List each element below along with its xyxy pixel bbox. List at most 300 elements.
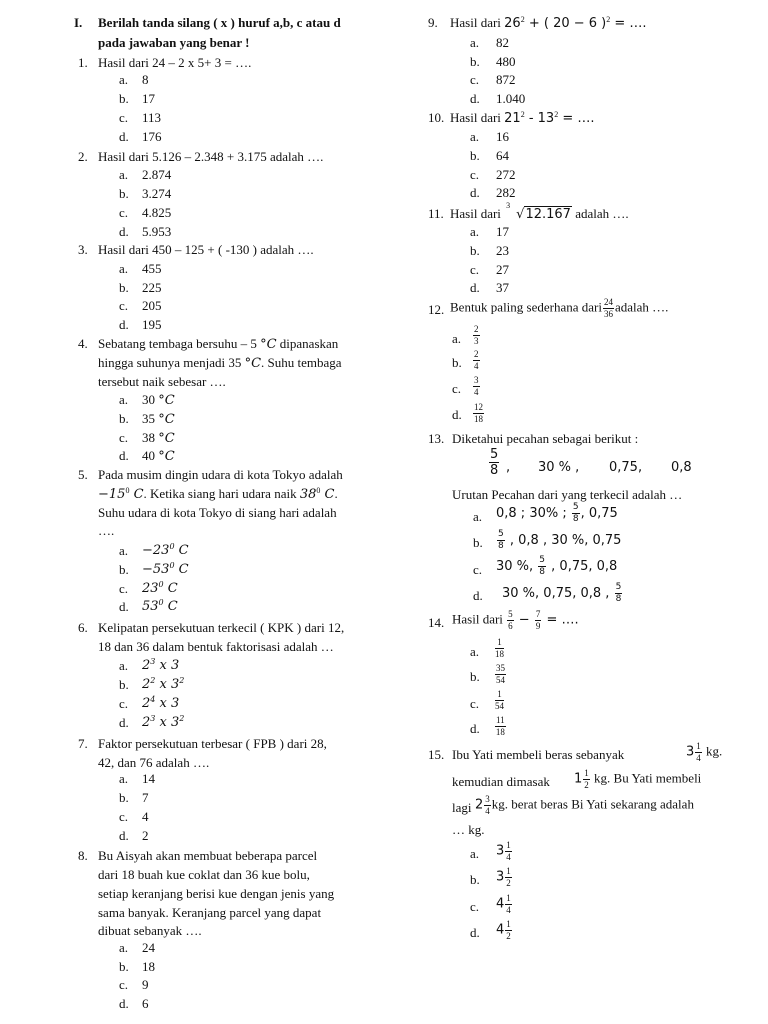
text-segment: , 0,75, 0,8 bbox=[547, 559, 618, 574]
question-text-line2: kemudian dimasak bbox=[452, 774, 550, 789]
question-text-line1: Bu Aisyah akan membuat beberapa parcel bbox=[98, 848, 318, 863]
number: −23 bbox=[142, 543, 170, 558]
option-value: 7 bbox=[142, 790, 149, 805]
operator: x bbox=[155, 658, 171, 673]
option-value bbox=[496, 503, 618, 524]
option-label: a. bbox=[470, 35, 480, 50]
option-label: a. bbox=[470, 129, 480, 144]
unit: °C bbox=[260, 337, 277, 352]
fraction bbox=[473, 325, 480, 346]
degree-symbol: 0 bbox=[169, 561, 175, 570]
option-label: a. bbox=[119, 543, 129, 558]
option-value: 176 bbox=[142, 129, 162, 144]
unit: C bbox=[174, 562, 189, 577]
option-value: 14 bbox=[142, 771, 155, 786]
question-text bbox=[450, 16, 647, 30]
numerator: 5 bbox=[539, 555, 546, 565]
option-value bbox=[496, 867, 513, 888]
option-label: a. bbox=[119, 72, 129, 87]
base: 21 bbox=[504, 111, 521, 126]
option-label: a. bbox=[119, 658, 129, 673]
exponent: 2 bbox=[179, 676, 185, 685]
option-value: 872 bbox=[496, 72, 516, 87]
fraction bbox=[495, 638, 504, 659]
question-text: Hasil dari 450 – 125 + ( -130 ) adalah …. bbox=[98, 242, 314, 257]
option-label: d. bbox=[119, 599, 129, 614]
list-value: 0,8 bbox=[671, 460, 692, 475]
list-separator: , bbox=[506, 460, 511, 475]
exponent: 2 bbox=[520, 110, 525, 119]
fraction bbox=[495, 690, 504, 711]
question-text-line1 bbox=[98, 337, 338, 351]
option-label: c. bbox=[470, 167, 480, 182]
degree-symbol: 0 bbox=[169, 542, 175, 551]
text-segment: Bentuk paling sederhana dari bbox=[450, 299, 602, 315]
numerator: 1 bbox=[506, 919, 511, 929]
option-value bbox=[472, 325, 481, 346]
question-text-line1: Kelipatan persekutuan terkecil ( KPK ) dari 12, bbox=[98, 620, 345, 635]
degree-symbol: 0 bbox=[158, 598, 164, 607]
unit: C bbox=[163, 581, 178, 596]
exponent: 4 bbox=[150, 695, 156, 704]
base: 2 bbox=[142, 677, 151, 692]
option-label: c. bbox=[119, 205, 129, 220]
option-value bbox=[142, 582, 178, 595]
option-label: c. bbox=[470, 72, 480, 87]
denominator: 8 bbox=[615, 594, 622, 604]
option-value: 24 bbox=[142, 940, 155, 955]
option-label: d. bbox=[119, 996, 129, 1011]
question-text-line2 bbox=[98, 487, 338, 501]
text-segment: 0,8 ; 30% ; bbox=[496, 506, 571, 521]
option-value: 17 bbox=[142, 91, 155, 106]
option-label: a. bbox=[119, 167, 129, 182]
numerator: 5 bbox=[498, 529, 504, 539]
denominator: 2 bbox=[506, 878, 511, 888]
option-label: b. bbox=[470, 243, 480, 258]
denominator: 54 bbox=[496, 675, 505, 685]
number: 35 bbox=[142, 411, 159, 426]
option-value bbox=[502, 583, 623, 604]
text-segment: Hasil dari bbox=[450, 206, 505, 221]
option-value bbox=[472, 403, 485, 424]
whole: 1 bbox=[574, 771, 583, 787]
base: 3 bbox=[170, 658, 180, 673]
option-value bbox=[142, 678, 184, 691]
whole: 2 bbox=[475, 797, 484, 813]
question-text bbox=[450, 201, 629, 222]
fraction bbox=[535, 610, 542, 631]
exponent: 2 bbox=[520, 15, 525, 24]
option-label: a. bbox=[470, 644, 480, 659]
option-label: a. bbox=[119, 392, 129, 407]
question-text-line3: setiap keranjang berisi kue dengan jenis yang bbox=[98, 886, 335, 901]
option-value: 2.874 bbox=[142, 167, 172, 182]
option-label: d. bbox=[119, 448, 129, 463]
option-value bbox=[496, 530, 621, 551]
radical-sign: √ bbox=[516, 207, 525, 222]
whole: 4 bbox=[496, 922, 505, 938]
option-label: c. bbox=[470, 899, 480, 914]
option-value: 1.040 bbox=[496, 91, 526, 106]
fraction bbox=[603, 298, 614, 319]
question-text-line3: Suhu udara di kota Tokyo di siang hari adalah bbox=[98, 505, 337, 520]
option-label: d. bbox=[119, 828, 129, 843]
unit: °C bbox=[158, 412, 175, 427]
numerator: 35 bbox=[496, 663, 505, 673]
option-label: b. bbox=[119, 91, 129, 106]
option-label: b. bbox=[119, 790, 129, 805]
option-value: 82 bbox=[496, 35, 509, 50]
text-segment: = …. bbox=[610, 16, 647, 31]
question-number: 1. bbox=[78, 55, 88, 70]
question-text-line1: Faktor persekutuan terbesar ( FPB ) dari 28, bbox=[98, 736, 327, 751]
numerator: 12 bbox=[474, 402, 483, 412]
degree-symbol: 0 bbox=[125, 486, 130, 495]
denominator: 18 bbox=[495, 649, 504, 659]
option-value bbox=[472, 376, 481, 397]
unit: C bbox=[174, 543, 189, 558]
option-value: 5.953 bbox=[142, 224, 172, 239]
text-segment: Hasil dari bbox=[450, 15, 505, 30]
fraction bbox=[495, 716, 506, 737]
fraction bbox=[505, 920, 512, 941]
text-segment: Hasil dari bbox=[452, 611, 507, 627]
option-value bbox=[142, 544, 189, 557]
base: 2 bbox=[142, 696, 151, 711]
question-number: 13. bbox=[428, 431, 445, 446]
option-value: 23 bbox=[496, 243, 509, 258]
option-label: c. bbox=[470, 262, 480, 277]
option-label: a. bbox=[473, 509, 483, 524]
option-label: d. bbox=[470, 280, 480, 295]
numerator: 1 bbox=[506, 840, 511, 850]
fraction bbox=[572, 503, 580, 524]
question-number: 2. bbox=[78, 149, 88, 164]
question-number: 5. bbox=[78, 467, 88, 482]
option-value bbox=[142, 716, 184, 729]
exponent: 3 bbox=[150, 714, 156, 723]
degree-symbol: 0 bbox=[158, 580, 164, 589]
option-label: d. bbox=[470, 721, 480, 736]
mixed-number bbox=[686, 742, 722, 763]
denominator: 8 bbox=[539, 567, 546, 577]
option-value bbox=[142, 563, 189, 576]
text-segment: hingga suhunya menjadi 35 bbox=[98, 355, 245, 370]
option-label: b. bbox=[470, 148, 480, 163]
exponent: 2 bbox=[554, 110, 559, 119]
number: 23 bbox=[142, 581, 159, 596]
degree-symbol: 0 bbox=[316, 486, 321, 495]
question-text-line1: Diketahui pecahan sebagai berikut : bbox=[452, 431, 639, 446]
option-label: b. bbox=[470, 54, 480, 69]
number: 40 bbox=[142, 448, 159, 463]
option-value bbox=[142, 600, 178, 613]
mixed-number bbox=[574, 769, 701, 790]
option-value bbox=[494, 664, 507, 685]
whole: 3 bbox=[496, 869, 505, 885]
option-value bbox=[496, 894, 513, 915]
option-label: a. bbox=[452, 331, 462, 346]
unit: °C bbox=[158, 393, 175, 408]
option-value bbox=[142, 697, 179, 710]
option-value: 282 bbox=[496, 185, 516, 200]
mixed-number bbox=[475, 795, 694, 816]
option-value bbox=[142, 659, 179, 672]
denominator: 2 bbox=[584, 780, 589, 790]
fraction bbox=[489, 448, 499, 477]
text-segment: 30 %, 0,75, 0,8 , bbox=[502, 586, 614, 601]
option-label: b. bbox=[119, 280, 129, 295]
numerator: 1 bbox=[506, 866, 511, 876]
question-number: 4. bbox=[78, 336, 88, 351]
base: 3 bbox=[170, 696, 180, 711]
fraction bbox=[695, 742, 702, 763]
option-label: d. bbox=[452, 407, 462, 422]
option-value: 18 bbox=[142, 959, 155, 974]
fraction bbox=[507, 610, 514, 631]
denominator: 4 bbox=[485, 806, 490, 816]
section-number: I. bbox=[74, 15, 83, 30]
temperature-value: −15 bbox=[98, 487, 126, 502]
operator: x bbox=[155, 696, 171, 711]
option-value: 9 bbox=[142, 977, 149, 992]
option-label: d. bbox=[119, 224, 129, 239]
exponent: 2 bbox=[179, 714, 185, 723]
option-label: d. bbox=[470, 91, 480, 106]
question-text-line2 bbox=[98, 356, 342, 370]
list-value: 30 % , bbox=[538, 460, 580, 475]
text-segment: + ( 20 − 6 ) bbox=[524, 16, 607, 31]
option-value: 480 bbox=[496, 54, 516, 69]
question-number: 14. bbox=[428, 615, 445, 630]
option-value bbox=[494, 638, 505, 659]
option-label: d. bbox=[119, 129, 129, 144]
option-value: 17 bbox=[496, 224, 509, 239]
option-value bbox=[496, 841, 513, 862]
option-value: 272 bbox=[496, 167, 516, 182]
option-value: 4.825 bbox=[142, 205, 172, 220]
denominator: 8 bbox=[572, 514, 579, 524]
root-index: 3 bbox=[506, 201, 511, 210]
question-text-line2: dari 18 buah kue coklat dan 36 kue bolu, bbox=[98, 867, 310, 882]
denominator: 2 bbox=[506, 931, 511, 941]
text-segment: . Suhu tembaga bbox=[261, 355, 342, 370]
fraction bbox=[505, 841, 512, 862]
option-value bbox=[472, 350, 481, 371]
text-segment: Hasil dari bbox=[450, 110, 505, 125]
question-text: Hasil dari 24 – 2 x 5+ 3 = …. bbox=[98, 55, 252, 70]
option-value: 113 bbox=[142, 110, 162, 125]
fraction bbox=[484, 795, 491, 816]
fraction bbox=[505, 867, 512, 888]
fraction bbox=[473, 403, 484, 424]
denominator: 4 bbox=[696, 753, 701, 763]
option-value: 3.274 bbox=[142, 186, 172, 201]
numerator: 2 bbox=[474, 324, 479, 334]
numerator: 5 bbox=[508, 609, 513, 619]
denominator: 54 bbox=[495, 701, 504, 711]
question-number: 7. bbox=[78, 736, 88, 751]
text-segment: , 0,75 bbox=[580, 506, 618, 521]
option-label: c. bbox=[119, 110, 129, 125]
option-label: b. bbox=[470, 872, 480, 887]
option-value bbox=[142, 412, 175, 426]
option-label: d. bbox=[119, 317, 129, 332]
question-number: 10. bbox=[428, 110, 445, 125]
text-segment: . Ketika siang hari udara naik bbox=[143, 486, 300, 501]
operator: − bbox=[514, 612, 534, 628]
option-label: a. bbox=[470, 224, 480, 239]
question-text-line3: lagi bbox=[452, 800, 472, 815]
text-segment: 30 %, bbox=[496, 559, 538, 574]
numerator: 24 bbox=[603, 297, 613, 307]
option-value bbox=[142, 449, 175, 463]
denominator: 18 bbox=[495, 727, 505, 737]
numerator: 3 bbox=[474, 375, 479, 385]
question-text-line2: 18 dan 36 dalam bentuk faktorisasi adalah … bbox=[98, 639, 334, 654]
text-segment: kg. berat beras Bi Yati sekarang adalah bbox=[491, 796, 694, 812]
denominator: 18 bbox=[474, 414, 483, 424]
option-label: b. bbox=[119, 411, 129, 426]
option-value: 455 bbox=[142, 261, 162, 276]
option-value bbox=[494, 690, 505, 711]
fraction bbox=[497, 530, 505, 551]
operator: x bbox=[155, 677, 171, 692]
list-value: 0,75, bbox=[609, 460, 643, 475]
numerator: 2 bbox=[474, 349, 479, 359]
fraction bbox=[473, 350, 480, 371]
option-value: 2 bbox=[142, 828, 149, 843]
option-value: 27 bbox=[496, 262, 509, 277]
option-label: b. bbox=[119, 186, 129, 201]
option-value bbox=[496, 556, 617, 577]
fraction bbox=[538, 556, 546, 577]
question-text: Hasil dari 5.126 – 2.348 + 3.175 adalah …. bbox=[98, 149, 324, 164]
option-label: d. bbox=[119, 715, 129, 730]
option-value: 225 bbox=[142, 280, 162, 295]
question-number: 3. bbox=[78, 242, 88, 257]
fraction bbox=[473, 376, 480, 397]
whole: 3 bbox=[496, 843, 505, 859]
question-text-line4: … kg. bbox=[452, 822, 485, 837]
text-segment: = …. bbox=[558, 111, 595, 126]
numerator: 1 bbox=[495, 638, 504, 649]
question-text bbox=[450, 111, 595, 125]
numerator: 1 bbox=[506, 893, 511, 903]
option-value: 205 bbox=[142, 298, 162, 313]
option-value bbox=[494, 716, 507, 737]
unit: C bbox=[129, 487, 144, 502]
numerator: 5 bbox=[615, 582, 622, 592]
unit: °C bbox=[244, 356, 262, 371]
option-value: 4 bbox=[142, 809, 149, 824]
denominator: 8 bbox=[490, 463, 499, 478]
option-value bbox=[142, 431, 175, 445]
denominator: 4 bbox=[506, 852, 511, 862]
section-instruction-line1: Berilah tanda silang ( x ) huruf a,b, c atau d bbox=[98, 15, 341, 30]
option-value: 64 bbox=[496, 148, 509, 163]
question-number: 11. bbox=[428, 206, 444, 221]
fraction bbox=[615, 583, 623, 604]
base: 3 bbox=[170, 677, 180, 692]
option-value: 37 bbox=[496, 280, 509, 295]
option-label: b. bbox=[470, 669, 480, 684]
base: 2 bbox=[142, 658, 151, 673]
question-text bbox=[450, 298, 668, 319]
base: 3 bbox=[170, 715, 180, 730]
text-segment: Sebatang tembaga bersuhu – 5 bbox=[98, 336, 261, 351]
cube-root bbox=[506, 201, 572, 222]
number: −53 bbox=[142, 562, 170, 577]
numerator: 5 bbox=[490, 447, 499, 462]
option-value: 195 bbox=[142, 317, 162, 332]
question-text-line2: 42, dan 76 adalah …. bbox=[98, 755, 210, 770]
text-segment: adalah …. bbox=[614, 299, 669, 315]
whole: 4 bbox=[496, 896, 505, 912]
question-number: 12. bbox=[428, 302, 445, 317]
temperature-value: 38 bbox=[299, 487, 317, 502]
text-segment: . bbox=[334, 486, 338, 501]
text-segment: dipanaskan bbox=[276, 336, 339, 351]
question-text-line5: dibuat sebanyak …. bbox=[98, 923, 202, 938]
denominator: 8 bbox=[498, 541, 504, 551]
number: 30 bbox=[142, 392, 159, 407]
number: 53 bbox=[142, 599, 159, 614]
option-label: a. bbox=[470, 846, 480, 861]
base: 26 bbox=[504, 16, 521, 31]
numerator: 1 bbox=[584, 768, 589, 778]
denominator: 6 bbox=[508, 621, 513, 631]
question-number: 9. bbox=[428, 15, 438, 30]
denominator: 4 bbox=[474, 361, 479, 371]
question-number: 6. bbox=[78, 620, 88, 635]
question-text-line4: …. bbox=[98, 523, 115, 538]
option-value: 8 bbox=[142, 72, 149, 87]
option-label: c. bbox=[473, 562, 483, 577]
numerator: 1 bbox=[696, 741, 701, 751]
option-label: c. bbox=[119, 581, 129, 596]
question-text-line1: Ibu Yati membeli beras sebanyak bbox=[452, 747, 625, 762]
base: 2 bbox=[142, 715, 151, 730]
option-label: b. bbox=[473, 535, 483, 550]
unit: °C bbox=[158, 449, 175, 464]
operator: x bbox=[155, 715, 171, 730]
fraction bbox=[495, 664, 506, 685]
denominator: 3 bbox=[474, 336, 479, 346]
numerator: 1 bbox=[495, 690, 504, 701]
option-label: d. bbox=[473, 588, 483, 603]
question-number: 15. bbox=[428, 747, 445, 762]
section-instruction-line2: pada jawaban yang benar ! bbox=[98, 35, 250, 50]
fraction-list bbox=[488, 448, 500, 477]
option-value: 6 bbox=[142, 996, 149, 1011]
option-label: b. bbox=[119, 959, 129, 974]
question-text bbox=[452, 610, 579, 631]
option-label: d. bbox=[470, 925, 480, 940]
option-label: c. bbox=[119, 696, 129, 711]
text-segment: = …. bbox=[542, 612, 579, 628]
denominator: 36 bbox=[603, 309, 613, 319]
numerator: 3 bbox=[485, 794, 490, 804]
question-text-line3: Urutan Pecahan dari yang terkecil adalah … bbox=[452, 487, 683, 502]
text-segment: - 13 bbox=[524, 111, 555, 126]
option-label: a. bbox=[119, 771, 129, 786]
denominator: 4 bbox=[506, 905, 511, 915]
option-label: b. bbox=[119, 677, 129, 692]
denominator: 9 bbox=[535, 621, 541, 631]
text-segment: kg. Bu Yati membeli bbox=[590, 770, 702, 786]
